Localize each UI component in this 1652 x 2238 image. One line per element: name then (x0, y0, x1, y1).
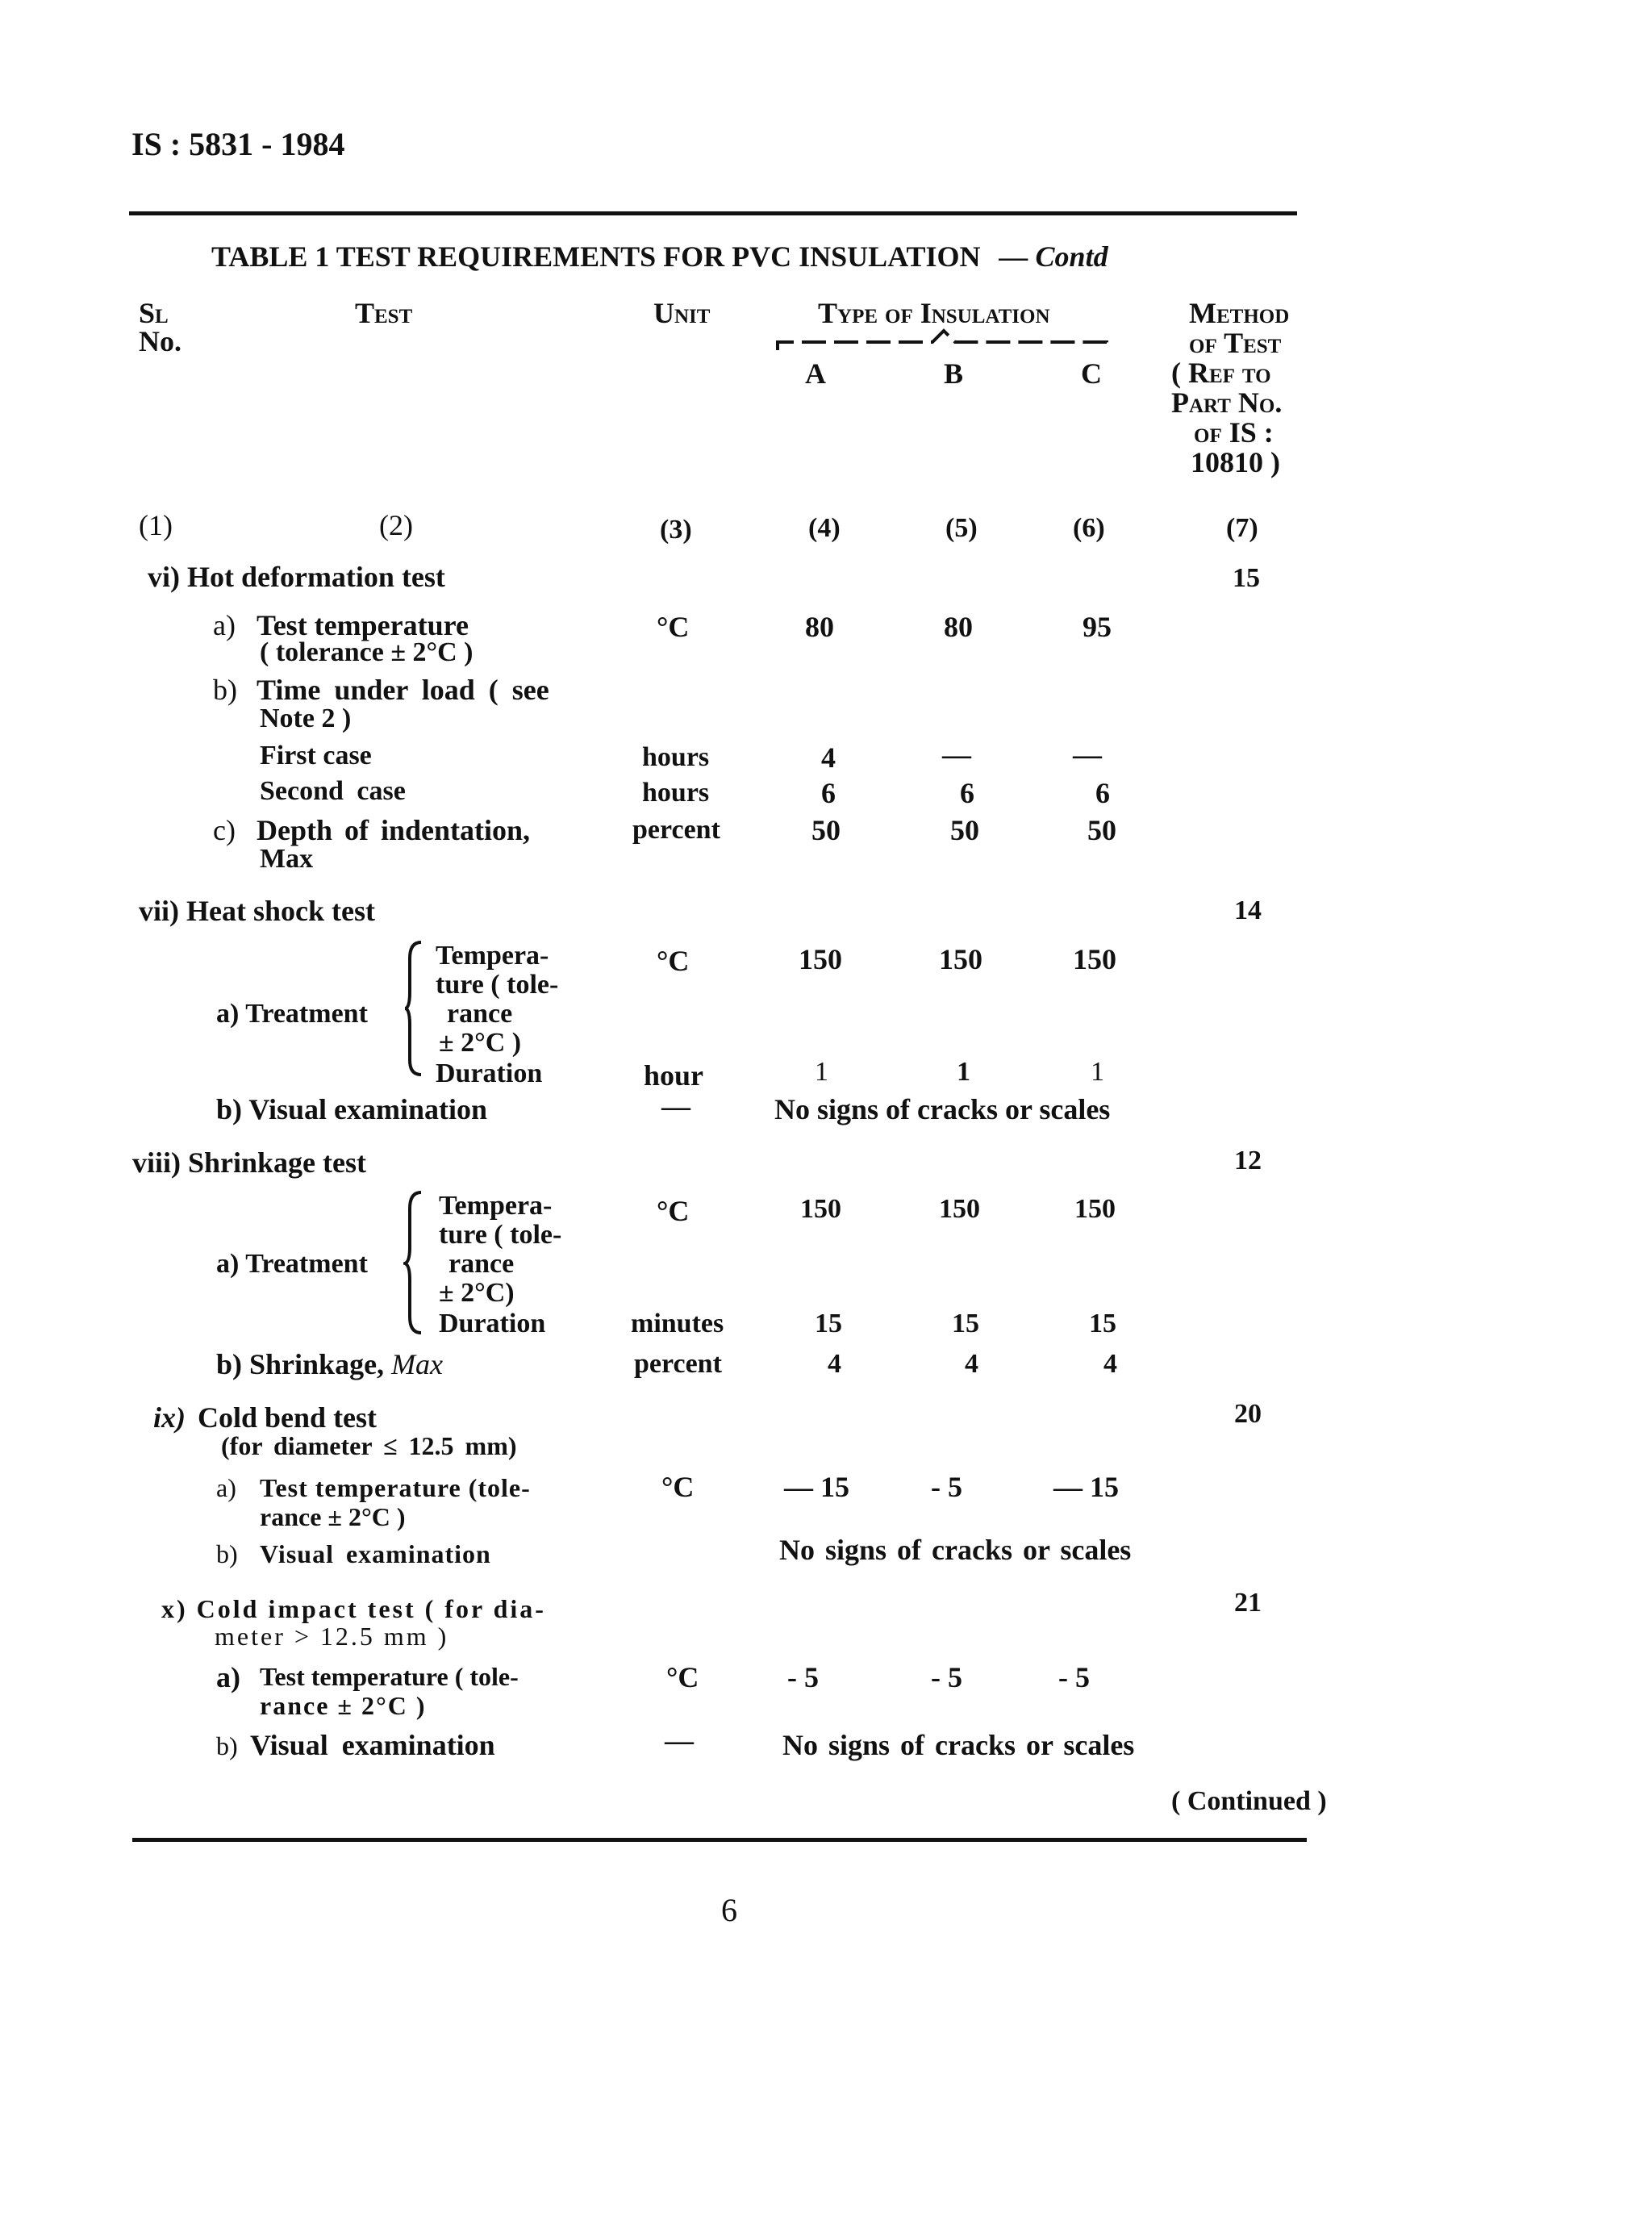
visual-examination-label: b) Visual examination (216, 1093, 488, 1125)
unit: °C (661, 1471, 695, 1503)
brace-icon (403, 1189, 424, 1336)
value-c: 6 (1095, 777, 1110, 809)
tolerance-label: rance ± 2°C ) (260, 1691, 427, 1720)
unit: — (665, 1724, 694, 1756)
item-label: b) (213, 674, 237, 706)
temperature-label: ture ( tole- (436, 970, 559, 1000)
value-c: 150 (1074, 1194, 1116, 1224)
value-a: 4 (828, 1349, 841, 1379)
value-a: 4 (821, 741, 836, 774)
time-under-load-label: Time under load ( see (257, 674, 549, 706)
value-b: 150 (939, 1194, 980, 1224)
value-b: 50 (950, 814, 979, 846)
page-number: 6 (721, 1892, 737, 1928)
header-method-6: 10810 ) (1191, 446, 1280, 478)
method-ix: 20 (1234, 1399, 1262, 1429)
test-temperature-label: Test temperature (257, 609, 469, 641)
section-title-vi: vi) Hot deformation test (148, 561, 445, 593)
result-text: No signs of cracks or scales (782, 1729, 1135, 1761)
tolerance-label: ( tolerance ± 2°C ) (260, 637, 473, 667)
result-text: No signs of cracks or scales (774, 1093, 1111, 1125)
item-label: b) (216, 1539, 238, 1568)
method-x: 21 (1234, 1588, 1262, 1618)
section-title-vii: vii) Heat shock test (139, 895, 375, 927)
value-c: 1 (1091, 1057, 1104, 1087)
value-c: 50 (1087, 814, 1116, 846)
header-c: C (1081, 357, 1102, 390)
temperature-label: rance (447, 999, 513, 1029)
value-c: 95 (1083, 611, 1112, 643)
duration-label: Duration (436, 1058, 543, 1088)
header-sl: Sl (139, 297, 169, 329)
col-number: (3) (660, 515, 692, 545)
unit: hours (642, 742, 710, 772)
top-rule (129, 211, 1297, 215)
unit: minutes (631, 1309, 724, 1338)
unit: °C (657, 1195, 690, 1227)
value-a: - 5 (787, 1661, 819, 1693)
second-case-label: Second case (260, 776, 406, 806)
bottom-rule (132, 1838, 1307, 1842)
method-viii: 12 (1234, 1146, 1262, 1175)
unit: hours (642, 778, 710, 808)
value-b: - 5 (931, 1661, 962, 1693)
value-b: 80 (944, 611, 973, 643)
header-brace-icon (774, 328, 1113, 355)
section-title-viii: viii) Shrinkage test (132, 1146, 367, 1179)
header-type-of-insulation: Type of Insulation (818, 297, 1050, 329)
value-c: 4 (1103, 1349, 1117, 1379)
temperature-label: ± 2°C) (439, 1278, 515, 1308)
value-a: 150 (799, 943, 842, 975)
value-c: 15 (1089, 1309, 1116, 1338)
treatment-label: a) Treatment (216, 999, 368, 1029)
value-b: — (942, 738, 971, 770)
test-temperature-label: Test temperature (tole- (260, 1473, 531, 1502)
header-unit: Unit (653, 297, 711, 329)
test-temperature-label: Test temperature ( tole- (260, 1662, 519, 1691)
value-a: 150 (800, 1194, 841, 1224)
depth-label: Depth of indentation, (257, 814, 531, 846)
value-c: 150 (1073, 943, 1116, 975)
value-a: 50 (811, 814, 841, 846)
value-a: 80 (805, 611, 834, 643)
result-text: No signs of cracks or scales (779, 1534, 1132, 1566)
value-a: 1 (815, 1057, 828, 1087)
value-c: — (1073, 738, 1102, 770)
item-label: a) (213, 609, 236, 641)
value-b: 15 (952, 1309, 979, 1338)
header-b: B (944, 357, 964, 390)
value-a: 6 (821, 777, 836, 809)
col-number: (6) (1073, 513, 1105, 543)
temperature-label: Tempera- (436, 941, 549, 971)
temperature-label: ture ( tole- (439, 1220, 562, 1250)
unit: — (661, 1090, 690, 1122)
max-label: Max (260, 844, 314, 874)
value-c: - 5 (1058, 1661, 1090, 1693)
temperature-label: rance (448, 1249, 515, 1279)
unit: hour (644, 1059, 704, 1092)
value-a: 15 (815, 1309, 842, 1338)
shrinkage-label: b) Shrinkage, Max (216, 1348, 444, 1380)
method-vi: 15 (1233, 563, 1260, 593)
value-b: 4 (965, 1349, 978, 1379)
header-method-1: Method (1189, 297, 1290, 329)
brace-icon (403, 939, 424, 1078)
unit: °C (666, 1661, 699, 1693)
header-method-5: of IS : (1194, 416, 1274, 449)
visual-examination-label: Visual examination (250, 1729, 495, 1761)
header-method-4: Part No. (1171, 386, 1283, 419)
header-method-2: of Test (1189, 327, 1282, 359)
value-c: — 15 (1053, 1471, 1119, 1503)
temperature-label: Tempera- (439, 1191, 553, 1221)
value-a: — 15 (784, 1471, 849, 1503)
unit: °C (657, 945, 690, 977)
section-title-ix: ix) Cold bend test (153, 1401, 378, 1434)
table-title: TABLE 1 TEST REQUIREMENTS FOR PVC INSULATION — Contd (211, 240, 1108, 273)
section-subtitle-x: meter > 12.5 mm ) (215, 1622, 449, 1651)
duration-label: Duration (439, 1309, 546, 1338)
item-label: a) (216, 1473, 236, 1502)
unit: percent (632, 815, 720, 845)
item-label: c) (213, 814, 236, 846)
treatment-label: a) Treatment (216, 1249, 368, 1279)
col-number: (7) (1226, 513, 1258, 543)
section-subtitle-ix: (for diameter ≤ 12.5 mm) (221, 1431, 517, 1460)
unit: °C (657, 611, 690, 643)
temperature-label: ± 2°C ) (439, 1028, 522, 1058)
continued-label: ( Continued ) (1171, 1786, 1327, 1816)
header-no: No. (139, 325, 181, 357)
header-a: A (805, 357, 826, 390)
header-test: Test (355, 297, 413, 329)
col-number: (5) (945, 513, 978, 543)
document-header: IS : 5831 - 1984 (131, 126, 345, 162)
col-number: (4) (808, 513, 841, 543)
value-b: - 5 (931, 1471, 962, 1503)
item-label: b) (216, 1731, 238, 1760)
col-number: (2) (379, 509, 413, 541)
unit: percent (634, 1349, 722, 1379)
value-b: 6 (960, 777, 974, 809)
section-title-x: x) Cold impact test ( for dia- (161, 1594, 546, 1623)
value-b: 150 (939, 943, 982, 975)
first-case-label: First case (260, 741, 372, 770)
header-method-3: ( Ref to (1171, 357, 1271, 389)
col-number: (1) (139, 509, 173, 541)
value-b: 1 (957, 1057, 970, 1087)
note-ref: Note 2 ) (260, 704, 352, 733)
visual-examination-label: Visual examination (260, 1539, 491, 1568)
item-label: a) (216, 1661, 240, 1693)
method-vii: 14 (1234, 896, 1262, 925)
tolerance-label: rance ± 2°C ) (260, 1502, 406, 1531)
